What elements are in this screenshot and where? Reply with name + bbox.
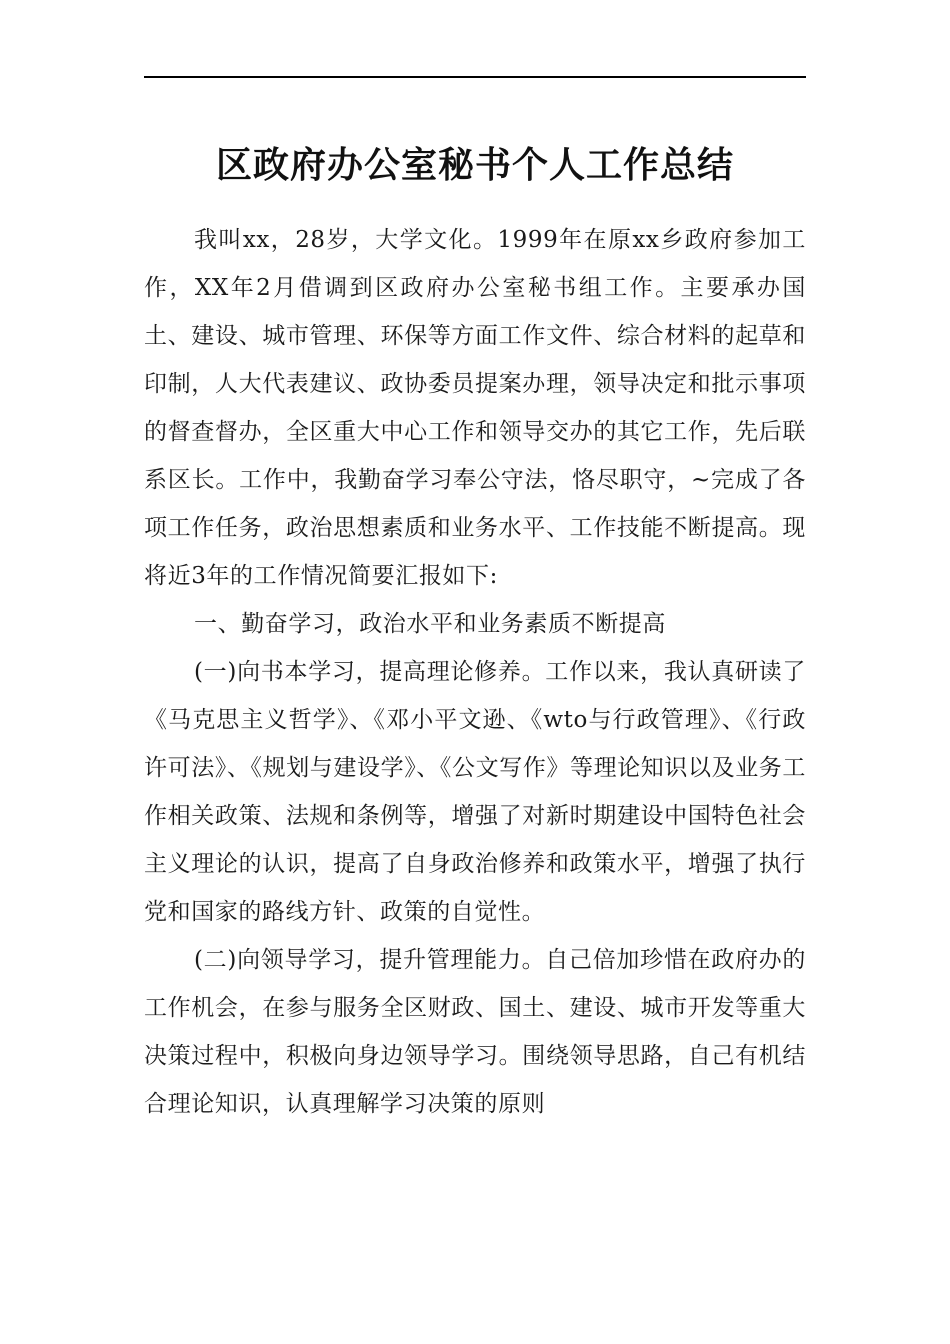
document-title: 区政府办公室秘书个人工作总结 <box>215 144 734 187</box>
section-heading-1: 一、勤奋学习，政治水平和业务素质不断提高 <box>194 611 666 637</box>
paragraph-intro: 我叫xx，28岁，大学文化。1999年在原xx乡政府参加工作，XX年2月借调到区政府办公室秘书组工作。主要承办国土、建设、城市管理、环保等方面工作文件、综合材料的起草和印制，人大代表建议、政协委员提案办理，领导决定和批示事项的督查督办，全区重大中心工作和领导交办的其它工作，先后联系区长。工作中，我勤奋学习奉公守法，恪尽职守，~完成了各项工作任务，政治思想素质和业务水平、工作技能不断提高。现将近3年的工作情况简要汇报如下: <box>144 227 806 589</box>
document-body <box>144 216 806 1128</box>
paragraph-book-study: (一)向书本学习，提高理论修养。工作以来，我认真研读了《马克思主义哲学》、《邓小平文逊、《wto与行政管理》、《行政许可法》、《规划与建设学》、《公文写作》等理论知识以及业务工作相关政策、法规和条例等，增强了对新时期建设中国特色社会主义理论的认识，提高了自身政治修养和政策水平，增强了执行党和国家的路线方针、政策的自觉性。 <box>144 659 806 925</box>
paragraph-leader-study: (二)向领导学习，提升管理能力。自己倍加珍惜在政府办的工作机会，在参与服务全区财政、国土、建设、城市开发等重大决策过程中，积极向身边领导学习。围绕领导思路，自己有机结合理论知识，认真理解学习决策的原则 <box>144 947 806 1117</box>
header-rule <box>144 76 806 78</box>
